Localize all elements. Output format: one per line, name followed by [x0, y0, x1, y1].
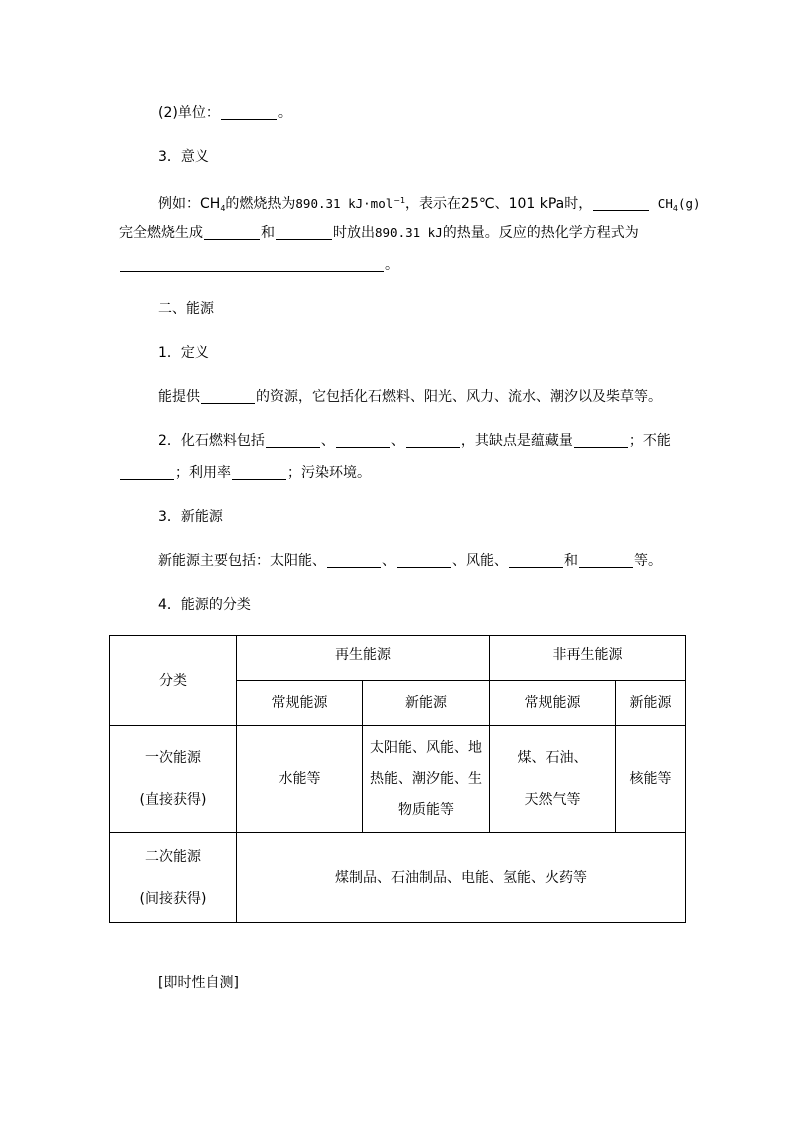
table-header-row	[110, 636, 686, 681]
equation-blank	[120, 257, 384, 272]
secondary-cell: 二次能源 (间接获得)	[110, 833, 237, 923]
answer-blank	[327, 553, 381, 568]
answer-blank	[579, 553, 633, 568]
answer-blank	[397, 553, 451, 568]
new-energy-heading: 3．新能源	[158, 509, 223, 525]
answer-blank	[232, 465, 286, 480]
new-energy-line: 新能源主要包括：太阳能、 、 、风能、 和 等。	[158, 553, 662, 569]
primary-cell: 一次能源 (直接获得)	[110, 726, 237, 833]
unit-label: (2)单位：	[158, 105, 220, 121]
header-classify: 分类	[110, 636, 237, 726]
answer-blank	[509, 553, 563, 568]
secondary-value-cell: 煤制品、石油制品、电能、氢能、火药等	[237, 833, 686, 923]
header-renewable: 再生能源	[237, 636, 490, 681]
nuclear-cell: 核能等	[616, 726, 686, 833]
answer-blank	[406, 433, 460, 448]
self-test-heading: [即时性自测]	[158, 975, 239, 991]
renewable-new-cell: 太阳能、风能、地 热能、潮汐能、生 物质能等	[363, 726, 490, 833]
answer-blank	[201, 389, 255, 404]
section-energy-heading: 二、能源	[158, 301, 214, 317]
definition-line: 能提供 的资源，它包括化石燃料、阳光、风力、流水、潮汐以及柴草等。	[158, 389, 662, 405]
subheader-conventional-2: 常规能源	[490, 681, 616, 726]
fossil-line-1: 2．化石燃料包括 、 、 ，其缺点是蕴藏量 ；不能	[158, 433, 671, 449]
example-line-1: 例如：$CH_4$的燃烧热为890.31 kJ·mol$^{-1}$，表示在25℃、101 kPa时， $CH_4(g)$	[158, 196, 701, 213]
answer-blank	[336, 433, 390, 448]
answer-blank	[574, 433, 628, 448]
nonrenewable-conventional-cell: 煤、石油、 天然气等	[490, 726, 616, 833]
answer-blank	[276, 225, 332, 240]
fossil-line-2: ；利用率 ；污染环境。	[119, 463, 371, 483]
answer-blank	[266, 433, 320, 448]
hydro-cell: 水能等	[237, 726, 363, 833]
subheader-conventional: 常规能源	[237, 681, 363, 726]
answer-blank	[593, 196, 649, 211]
example-line-3: 。	[119, 255, 399, 275]
example-line-2: 完全燃烧生成 和 时放出890.31 kJ的热量。反应的热化学方程式为	[119, 225, 639, 241]
answer-blank	[204, 225, 260, 240]
answer-blank	[120, 465, 174, 480]
meaning-heading: 3．意义	[158, 149, 209, 165]
classification-heading: 4．能源的分类	[158, 597, 251, 613]
energy-classification-table	[109, 635, 686, 923]
table-row-primary	[110, 726, 686, 833]
subheader-new: 新能源	[363, 681, 490, 726]
subheader-new-2: 新能源	[616, 681, 686, 726]
table-row-secondary	[110, 833, 686, 923]
header-nonrenewable: 非再生能源	[490, 636, 686, 681]
answer-blank	[221, 105, 277, 120]
unit-line: (2)单位： 。	[158, 105, 292, 121]
definition-heading: 1．定义	[158, 345, 209, 361]
